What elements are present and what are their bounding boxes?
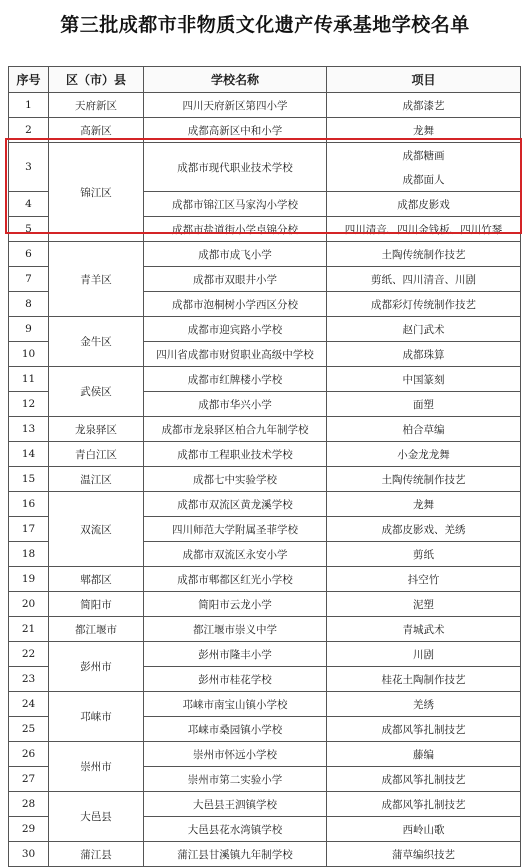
row-no: 30: [9, 842, 49, 867]
row-school: 简阳市云龙小学: [144, 592, 327, 617]
row-project: 桂花土陶制作技艺: [327, 667, 521, 692]
row-no: 3: [9, 143, 49, 192]
row-no: 13: [9, 417, 49, 442]
row-district: 金牛区: [49, 317, 144, 367]
project-line: 成都面人: [402, 173, 445, 186]
row-district: 都江堰市: [49, 617, 144, 642]
school-list-table: [8, 66, 521, 867]
row-project: 成都皮影戏: [327, 192, 521, 217]
row-district: 天府新区: [49, 93, 144, 118]
row-project: 西岭山歌: [327, 817, 521, 842]
table-row: [9, 367, 521, 392]
row-project: 藤编: [327, 742, 521, 767]
row-school: 都江堰市崇义中学: [144, 617, 327, 642]
row-no: 24: [9, 692, 49, 717]
row-no: 27: [9, 767, 49, 792]
row-district: 双流区: [49, 492, 144, 567]
table-row: [9, 93, 521, 118]
row-project: 面塑: [327, 392, 521, 417]
row-no: 16: [9, 492, 49, 517]
row-no: 9: [9, 317, 49, 342]
row-school: 成都市郫都区红光小学校: [144, 567, 327, 592]
row-project: 成都珠算: [327, 342, 521, 367]
row-project: 龙舞: [327, 492, 521, 517]
row-project: 剪纸、四川清音、川剧: [327, 267, 521, 292]
row-no: 1: [9, 93, 49, 118]
row-school: 崇州市第二实验小学: [144, 767, 327, 792]
row-project: 成都风筝扎制技艺: [327, 717, 521, 742]
row-district: 龙泉驿区: [49, 417, 144, 442]
row-no: 29: [9, 817, 49, 842]
table-row: [9, 567, 521, 592]
table-row: [9, 143, 521, 192]
row-district: 青白江区: [49, 442, 144, 467]
table-row: [9, 792, 521, 817]
row-school: 蒲江县甘溪镇九年制学校: [144, 842, 327, 867]
table-row: [9, 118, 521, 143]
row-no: 20: [9, 592, 49, 617]
row-no: 18: [9, 542, 49, 567]
row-school: 成都市华兴小学: [144, 392, 327, 417]
row-no: 8: [9, 292, 49, 317]
row-school: 大邑县王泗镇学校: [144, 792, 327, 817]
project-line: 成都糖画: [402, 149, 445, 162]
row-no: 4: [9, 192, 49, 217]
row-project: 成都彩灯传统制作技艺: [327, 292, 521, 317]
row-school: 邛崃市南宝山镇小学校: [144, 692, 327, 717]
table-row: [9, 742, 521, 767]
row-project: 土陶传统制作技艺: [327, 242, 521, 267]
table-row: [9, 617, 521, 642]
row-district: 青羊区: [49, 242, 144, 317]
row-project: 羌绣: [327, 692, 521, 717]
row-project: 中国篆刻: [327, 367, 521, 392]
header-district: 区（市）县: [49, 67, 144, 93]
row-school: 成都市锦江区马家沟小学校: [144, 192, 327, 217]
row-no: 28: [9, 792, 49, 817]
table-row: [9, 317, 521, 342]
row-school: 成都市盐道街小学卓锦分校: [144, 217, 327, 242]
row-district: 简阳市: [49, 592, 144, 617]
header-no: 序号: [9, 67, 49, 93]
row-school: 崇州市怀远小学校: [144, 742, 327, 767]
row-school: 成都市双眼井小学: [144, 267, 327, 292]
row-project: 龙舞: [327, 118, 521, 143]
row-no: 23: [9, 667, 49, 692]
row-no: 21: [9, 617, 49, 642]
row-no: 10: [9, 342, 49, 367]
row-district: 邛崃市: [49, 692, 144, 742]
row-project: 赵门武术: [327, 317, 521, 342]
row-school: 四川师范大学附属圣菲学校: [144, 517, 327, 542]
row-district: 武侯区: [49, 367, 144, 417]
row-school: 邛崃市桑园镇小学校: [144, 717, 327, 742]
row-school: 大邑县花水湾镇学校: [144, 817, 327, 842]
row-project: [327, 143, 521, 192]
row-project: 剪纸: [327, 542, 521, 567]
row-school: 彭州市隆丰小学: [144, 642, 327, 667]
row-no: 5: [9, 217, 49, 242]
row-school: 成都市双流区黄龙溪学校: [144, 492, 327, 517]
table-row: [9, 242, 521, 267]
row-project: 川剧: [327, 642, 521, 667]
row-school: 成都市红牌楼小学校: [144, 367, 327, 392]
table-row: [9, 642, 521, 667]
row-no: 11: [9, 367, 49, 392]
row-project: 成都风筝扎制技艺: [327, 792, 521, 817]
row-school: 成都市成飞小学: [144, 242, 327, 267]
row-no: 15: [9, 467, 49, 492]
row-project: 四川清音、四川金钱板、四川竹琴: [327, 217, 521, 242]
row-school: 彭州市桂花学校: [144, 667, 327, 692]
row-district: 温江区: [49, 467, 144, 492]
row-no: 22: [9, 642, 49, 667]
row-project: 成都皮影戏、羌绣: [327, 517, 521, 542]
row-project: 青城武术: [327, 617, 521, 642]
row-no: 7: [9, 267, 49, 292]
header-project: 项目: [327, 67, 521, 93]
row-project: 成都风筝扎制技艺: [327, 767, 521, 792]
table-row: [9, 467, 521, 492]
table-header-row: [9, 67, 521, 93]
row-district: 崇州市: [49, 742, 144, 792]
row-school: 成都市泡桐树小学西区分校: [144, 292, 327, 317]
row-no: 26: [9, 742, 49, 767]
table-row: [9, 492, 521, 517]
row-district: 郫都区: [49, 567, 144, 592]
table-row: [9, 592, 521, 617]
row-school: 四川省成都市财贸职业高级中学校: [144, 342, 327, 367]
row-project: 成都漆艺: [327, 93, 521, 118]
row-project: 抖空竹: [327, 567, 521, 592]
table-row: [9, 417, 521, 442]
row-school: 成都七中实验学校: [144, 467, 327, 492]
page-title: 第三批成都市非物质文化遗产传承基地学校名单: [60, 14, 470, 36]
row-no: 2: [9, 118, 49, 143]
row-school: 成都市迎宾路小学校: [144, 317, 327, 342]
header-school: 学校名称: [144, 67, 327, 93]
row-no: 14: [9, 442, 49, 467]
row-district: 锦江区: [49, 143, 144, 242]
row-school: 成都高新区中和小学: [144, 118, 327, 143]
table-row: [9, 842, 521, 867]
row-district: 蒲江县: [49, 842, 144, 867]
row-project: 柏合草编: [327, 417, 521, 442]
row-school: 四川天府新区第四小学: [144, 93, 327, 118]
row-no: 6: [9, 242, 49, 267]
row-project: 蒲草编织技艺: [327, 842, 521, 867]
row-no: 17: [9, 517, 49, 542]
row-project: 小金龙龙舞: [327, 442, 521, 467]
row-district: 高新区: [49, 118, 144, 143]
table-row: [9, 442, 521, 467]
row-school: 成都市现代职业技术学校: [144, 143, 327, 192]
table-row: [9, 692, 521, 717]
row-school: 成都市双流区永安小学: [144, 542, 327, 567]
row-school: 成都市龙泉驿区柏合九年制学校: [144, 417, 327, 442]
row-district: 彭州市: [49, 642, 144, 692]
row-no: 19: [9, 567, 49, 592]
row-no: 25: [9, 717, 49, 742]
row-district: 大邑县: [49, 792, 144, 842]
row-project: 土陶传统制作技艺: [327, 467, 521, 492]
row-no: 12: [9, 392, 49, 417]
row-project: 泥塑: [327, 592, 521, 617]
row-school: 成都市工程职业技术学校: [144, 442, 327, 467]
